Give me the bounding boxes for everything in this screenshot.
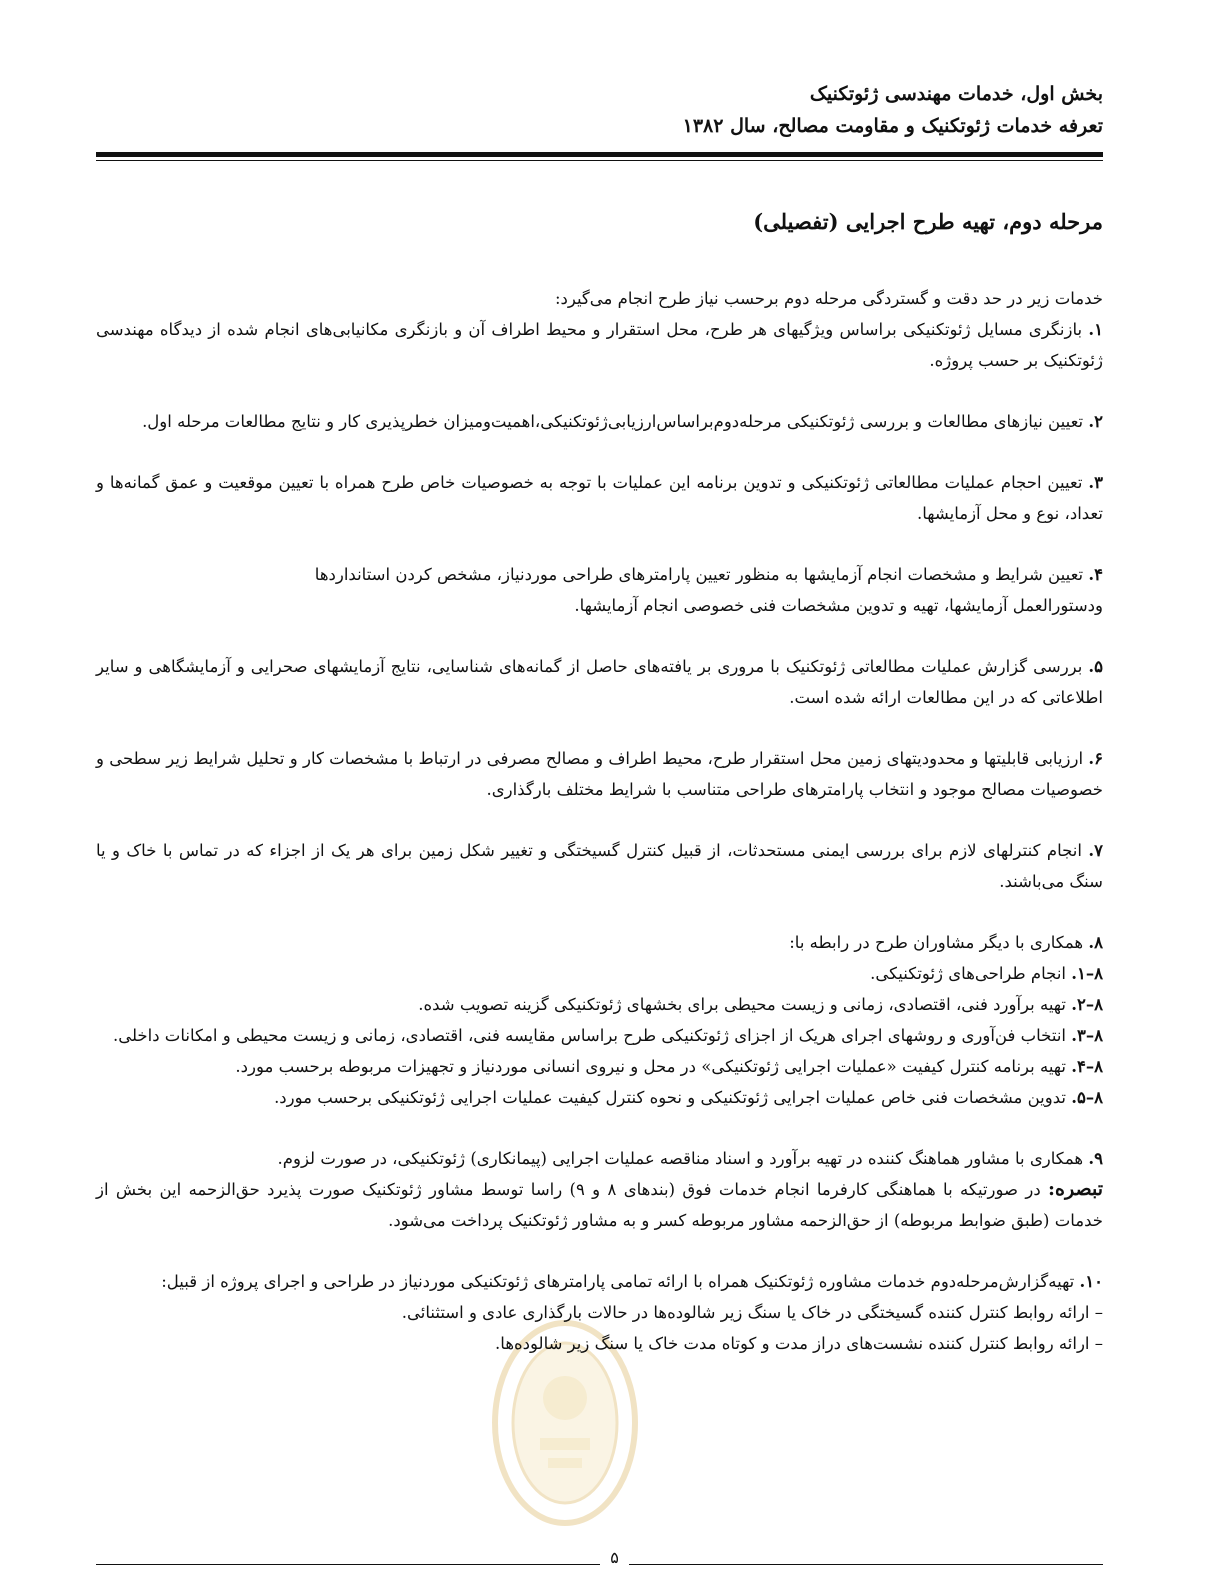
sub-item-8-3 [96,1020,1103,1051]
item-number: ۱. [1088,320,1104,339]
list-item-6 [96,743,1103,805]
item-number: ۶. [1088,749,1103,768]
item-number: ۷. [1088,841,1104,860]
item-number: ۴. [1088,565,1103,584]
header-divider [96,152,1103,157]
header-part-title: بخش اول، خدمات مهندسی ژئوتکنیک [809,83,1103,105]
list-item-9 [96,1143,1103,1174]
item-number: ۳. [1088,473,1103,492]
list-item-3 [96,467,1103,529]
item-text: تعیین احجام عملیات مطالعاتی ژئوتکنیکی و تدوین برنامه این عملیات با توجه به خصوصیات خاص طرح همراه با تعیین موقعیت و عمق گمانه‌ها و تعداد، نوع و محل آزمایشها. [96,473,1103,523]
sub-item-text: تهیه برنامه کنترل کیفیت «عملیات اجرایی ژئوتکنیکی» در محل و نیروی انسانی موردنیاز و تجهیزات مربوطه برحسب مورد. [235,1057,1066,1076]
item-text: تعیین نیازهای مطالعات و بررسی ژئوتکنیکی مرحله‌دوم‌براساس‌ارزیابی‌ژئوتکنیکی،اهمیت‌ومیزان خطرپذیری کار و نتایج مطالعات مرحله اول. [142,412,1084,431]
note-label: تبصره: [1048,1178,1103,1200]
sub-item-number: ۸–۴. [1071,1057,1103,1076]
main-content [96,205,1103,1359]
list-item-4 [96,559,1103,621]
list-item-2 [96,406,1103,437]
sub-item-text: تهیه برآورد فنی، اقتصادی، زمانی و زیست محیطی برای بخشهای ژئوتکنیکی گزینه تصویب شده. [418,995,1066,1014]
header-document-title: تعرفه خدمات ژئوتکنیک و مقاومت مصالح، سال ۱۳۸۲ [682,115,1103,137]
note-text: در صورتیکه با هماهنگی کارفرما انجام خدمات فوق (بندهای ۸ و ۹) راسا توسط مشاور ژئوتکنیک صورت پذیرد حق‌الزحمه این بخش از خدمات (طبق ضوابط مربوطه) از حق‌الزحمه مشاور مربوطه کسر و به مشاور ژئوتکنیک پرداخت می‌شود. [96,1180,1103,1230]
sub-item-8-5 [96,1082,1103,1113]
sub-item-number: ۸–۳. [1071,1026,1103,1045]
list-item-7 [96,835,1103,897]
intro-paragraph: خدمات زیر در حد دقت و گستردگی مرحله دوم برحسب نیاز طرح انجام می‌گیرد: [554,289,1103,308]
page-number [0,1548,1229,1567]
item-text: انجام کنترلهای لازم برای بررسی ایمنی مستحدثات، از قبیل کنترل گسیختگی و تغییر شکل زمین برای هر یک از اجزاء که در تماس با خاک و یا سنگ می‌باشند. [96,841,1103,891]
page-number-text: ۵ [600,1548,629,1567]
bullet-item: – ارائه روابط کنترل کننده نشست‌های دراز مدت و کوتاه مدت خاک یا سنگ زیر شالوده‌ها. [495,1334,1103,1353]
list-item-10 [96,1266,1103,1297]
sub-item-number: ۸–۵. [1071,1088,1103,1107]
sub-item-number: ۸–۱. [1071,964,1103,983]
item-text: همکاری با مشاور هماهنگ کننده در تهیه برآورد و اسناد مناقصه عملیات اجرایی (پیمانکاری) ژئوتکنیکی، در صورت لزوم. [277,1149,1084,1168]
item-text: بازنگری مسایل ژئوتکنیکی براساس ویژگیهای هر طرح، محل استقرار و محیط اطراف آن و بازنگری مکانیابی‌های انجام شده از دیدگاه مهندسی ژئوتکنیک بر حسب پروژه. [96,320,1103,370]
item-number: ۹. [1088,1149,1103,1168]
item-text: تعیین شرایط و مشخصات انجام آزمایشها به منظور تعیین پارامترهای طراحی موردنیاز، مشخص کردن استانداردها ودستورالعمل آزمایشها، تهیه و تدوین مشخصات فنی خصوصی انجام آزمایشها. [314,565,1103,615]
list-item-8 [96,927,1103,958]
sub-item-text: تدوین مشخصات فنی خاص عملیات اجرایی ژئوتکنیکی و نحوه کنترل کیفیت عملیات اجرایی ژئوتکنیکی برحسب مورد. [274,1088,1066,1107]
sub-item-8-4 [96,1051,1103,1082]
sub-item-number: ۸–۲. [1071,995,1103,1014]
page-header [96,78,1103,142]
item-text: تهیه‌گزارش‌مرحله‌دوم خدمات مشاوره ژئوتکنیک همراه با ارائه تمامی پارامترهای ژئوتکنیکی موردنیاز در طراحی و اجرای پروژه از قبیل: [161,1272,1075,1291]
sub-item-text: انجام طراحی‌های ژئوتکنیکی. [870,964,1066,983]
item-text: بررسی گزارش عملیات مطالعاتی ژئوتکنیک با مروری بر یافته‌های حاصل از گمانه‌های شناسایی، نتایج آزمایشهای صحرایی و آزمایشگاهی و سایر اطلاعاتی که در این مطالعات ارائه شده است. [96,657,1103,707]
sub-item-text: انتخاب فن‌آوری و روشهای اجرای هریک از اجزای ژئوتکنیکی طرح براساس مقایسه فنی، اقتصادی، زمانی و زیست محیطی و امکانات داخلی. [112,1026,1066,1045]
section-title: مرحله دوم، تهیه طرح اجرایی (تفصیلی) [753,209,1103,234]
item-number: ۲. [1088,412,1103,431]
sub-item-8-2 [96,989,1103,1020]
list-item-5 [96,651,1103,713]
item-number: ۸. [1088,933,1103,952]
item-number: ۱۰. [1079,1272,1103,1291]
sub-item-8-1 [96,958,1103,989]
item-text: همکاری با دیگر مشاوران طرح در رابطه با: [789,933,1084,952]
bullet-item: – ارائه روابط کنترل کننده گسیختگی در خاک یا سنگ زیر شالوده‌ها در حالات بارگذاری عادی و استثنائی. [401,1303,1103,1322]
list-item-1 [96,314,1103,376]
item-number: ۵. [1088,657,1103,676]
header-divider-thin [96,160,1103,161]
item-text: ارزیابی قابلیتها و محدودیتهای زمین محل استقرار طرح، محیط اطراف و مصالح مصرفی در ارتباط با مشخصات کار و تحلیل شرایط زیر سطحی و خصوصیات مصالح موجود و انتخاب پارامترهای طراحی متناسب با شرایط مختلف بارگذاری. [96,749,1103,799]
note-paragraph [96,1174,1103,1236]
